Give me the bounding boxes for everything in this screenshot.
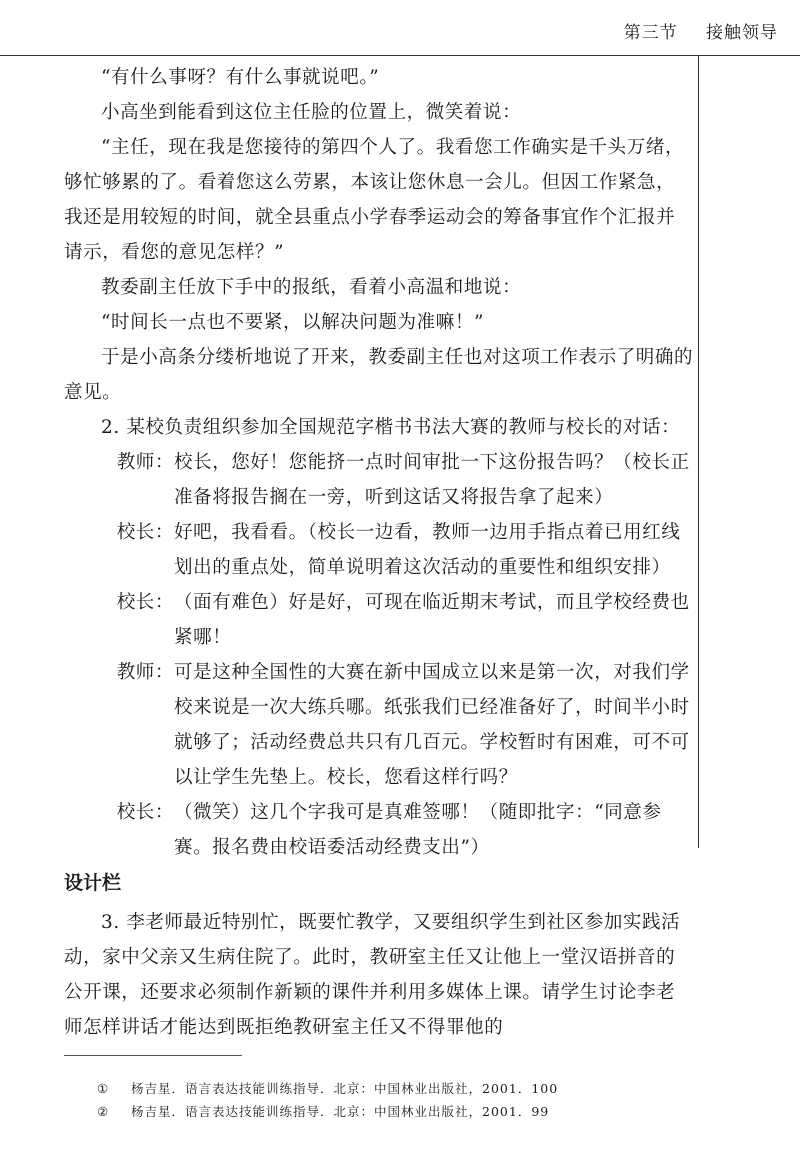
design-text [64,905,694,1045]
footnote [97,1102,549,1120]
footnote-mark: ① [97,1081,110,1096]
speaker-label: 校长： [116,522,174,543]
exercise-2: 2. 某校负责组织参加全国规范字楷书书法大赛的教师与校长的对话： [101,417,681,438]
utterance: （微笑）这几个字我可是真难签哪！（随即批字：“同意参赛。报名费由校语委活动经费支出”） [174,802,662,858]
dialogue-line [64,655,694,795]
paragraph: “有什么事呀？有什么事就说吧。” [101,67,380,88]
paragraph: 教委副主任放下手中的报纸，看着小高温和地说： [101,277,522,298]
utterance: （面有难色）好是好，可现在临近期末考试，而且学校经费也紧哪！ [174,592,690,648]
footnote-text: 杨吉星．语言表达技能训练指导．北京：中国林业出版社，2001．99 [131,1104,550,1119]
speaker-label: 教师： [116,662,174,683]
exercise-3: 3. 李老师最近特别忙，既要忙教学，又要组织学生到社区参加实践活动，家中父亲又生病住院了。此时，教研室主任又让他上一堂汉语拼音的公开课，还要求必须制作新颖的课件并利用多媒体上课。请学生讨论李老师怎样讲话才能达到既拒绝教研室主任又不得罪他的 [64,912,681,1038]
footnote-text: 杨吉星．语言表达技能训练指导．北京：中国林业出版社，2001．100 [131,1081,559,1096]
utterance: 好吧，我看看。（校长一边看，教师一边用手指点着已用红线划出的重点处，简单说明着这次活动的重要性和组织安排） [174,522,681,578]
header-title: 接触领导 [706,23,778,43]
main-text [64,60,694,865]
speaker-label: 校长： [116,802,174,823]
dialogue-line [64,795,694,865]
dialogue-line [64,585,694,655]
design-section-title: 设计栏 [64,872,122,894]
header-rule [0,55,800,56]
utterance: 校长，您好！您能挤一点时间审批一下这份报告吗？（校长正准备将报告搁在一旁，听到这话又将报告拿了起来） [174,452,690,508]
paragraph: 于是小高条分缕析地说了开来，教委副主任也对这项工作表示了明确的意见。 [64,347,694,403]
paragraph: 小高坐到能看到这位主任脸的位置上，微笑着说： [101,102,522,123]
paragraph: “时间长一点也不要紧，以解决问题为准嘛！” [101,312,485,333]
speaker-label: 教师： [116,452,174,473]
running-header [624,18,778,43]
dialogue-line [64,445,694,515]
utterance: 可是这种全国性的大赛在新中国成立以来是第一次，对我们学校来说是一次大练兵哪。纸张我们已经准备好了，时间半小时就够了；活动经费总共只有几百元。学校暂时有困难，可不可以让学生先垫上。校长，您看这样行吗？ [174,662,690,788]
header-section: 第三节 [623,23,678,43]
footnote [97,1079,558,1097]
speaker-label: 校长： [116,592,174,613]
footnote-mark: ② [97,1104,110,1119]
footnote-rule [64,1055,242,1056]
dialogue-line [64,515,694,585]
margin-rule [698,55,699,848]
paragraph: “主任，现在我是您接待的第四个人了。我看您工作确实是千头万绪，够忙够累的了。看着您这么劳累，本该让您休息一会儿。但因工作紧急，我还是用较短的时间，就全县重点小学春季运动会的筹备事宜作个汇报并请示，看您的意见怎样？” [64,137,685,263]
